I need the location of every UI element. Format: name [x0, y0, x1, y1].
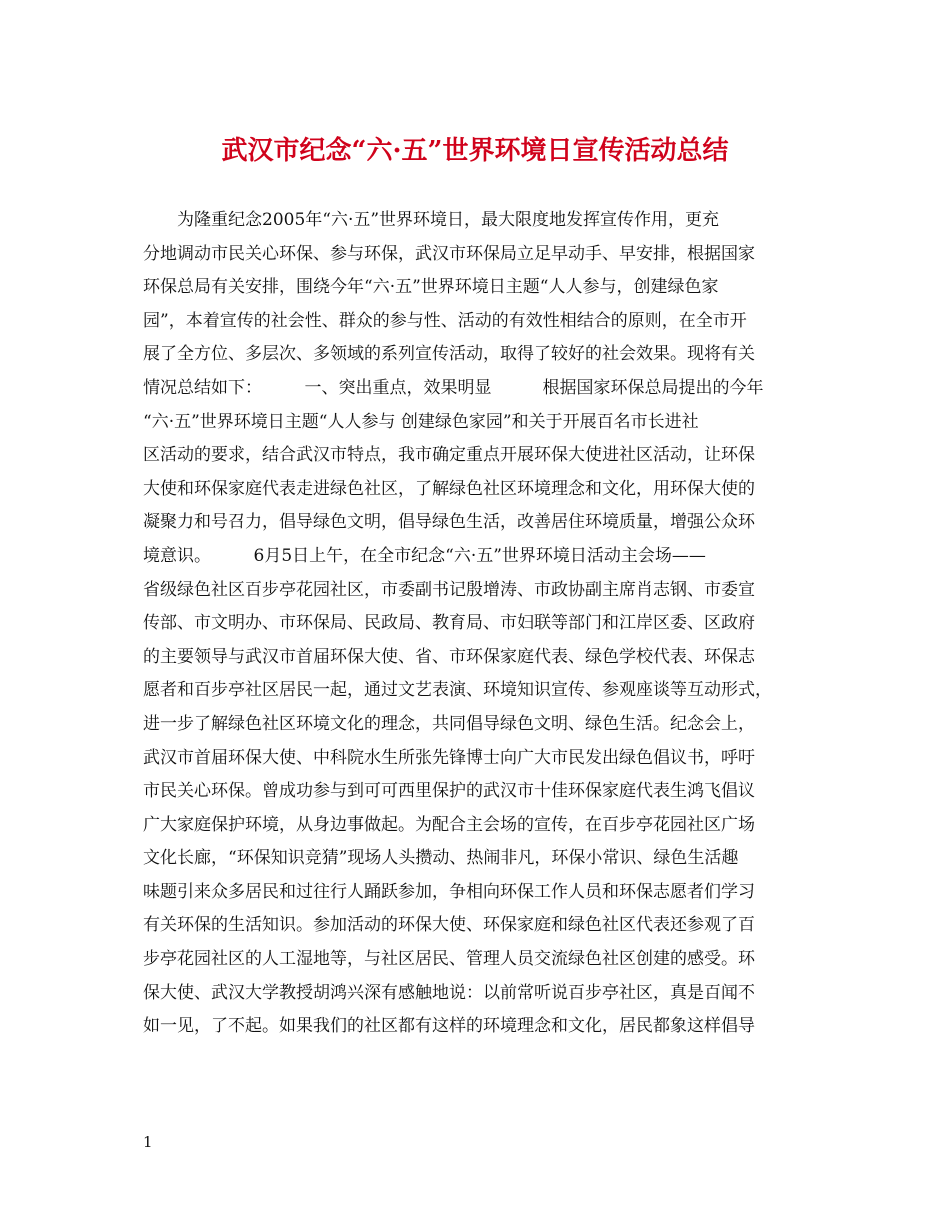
body-line: 传部、市文明办、市环保局、民政局、教育局、市妇联等部门和江岸区委、区政府: [143, 613, 755, 634]
body-line: 省级绿色社区百步亭花园社区，市委副书记殷增涛、市政协副主席肖志钢、市委宣: [143, 579, 755, 600]
body-line: 境意识。 6月5日上午，在全市纪念“六·五”世界环境日活动主会场——: [143, 545, 706, 566]
body-line: 环保总局有关安排，围绕今年“六·五”世界环境日主题“人人参与，创建绿色家: [143, 277, 719, 298]
body-line: 武汉市首届环保大使、中科院水生所张先锋博士向广大市民发出绿色倡议书，呼吁: [143, 747, 755, 768]
body-line: 愿者和百步亭社区居民一起，通过文艺表演、环境知识宣传、参观座谈等互动形式，: [143, 680, 772, 701]
document-title: 武汉市纪念“六·五”世界环境日宣传活动总结: [221, 136, 729, 166]
body-line: 步亭花园社区的人工湿地等，与社区居民、管理人员交流绿色社区创建的感受。环: [143, 949, 755, 970]
body-line: 为隆重纪念2005年“六·五”世界环境日，最大限度地发挥宣传作用，更充: [143, 210, 720, 230]
body-line: 园”，本着宣传的社会性、群众的参与性、活动的有效性相结合的原则，在全市开: [143, 310, 747, 331]
document-body: [143, 204, 833, 1044]
body-line: 大使和环保家庭代表走进绿色社区，了解绿色社区环境理念和文化，用环保大使的: [143, 478, 755, 499]
body-line: 情况总结如下： 一、突出重点，效果明显 根据国家环保总局提出的今年: [143, 377, 764, 398]
body-line: 分地调动市民关心环保、参与环保，武汉市环保局立足早动手、早安排，根据国家: [143, 243, 755, 264]
body-line: 有关环保的生活知识。参加活动的环保大使、环保家庭和绿色社区代表还参观了百: [143, 915, 755, 936]
page-number: 1: [143, 1133, 153, 1151]
body-line: 保大使、武汉大学教授胡鸿兴深有感触地说：以前常听说百步亭社区，真是百闻不: [143, 982, 755, 1003]
body-line: 进一步了解绿色社区环境文化的理念，共同倡导绿色文明、绿色生活。纪念会上，: [143, 713, 755, 734]
body-line: 广大家庭保护环境，从身边事做起。为配合主会场的宣传，在百步亭花园社区广场: [143, 814, 755, 835]
body-line: 展了全方位、多层次、多领域的系列宣传活动，取得了较好的社会效果。现将有关: [143, 344, 755, 365]
body-line: 味题引来众多居民和过往行人踊跃参加，争相向环保工作人员和环保志愿者们学习: [143, 881, 755, 902]
body-line: 的主要领导与武汉市首届环保大使、省、市环保家庭代表、绿色学校代表、环保志: [143, 646, 755, 667]
body-line: 市民关心环保。曾成功参与到可可西里保护的武汉市十佳环保家庭代表生鸿飞倡议: [143, 781, 755, 802]
body-line: 文化长廊，“环保知识竞猜”现场人头攒动、热闹非凡，环保小常识、绿色生活趣: [143, 848, 739, 869]
body-line: “六·五”世界环境日主题“人人参与 创建绿色家园”和关于开展百名市长进社: [143, 411, 699, 432]
body-line: 如一见，了不起。如果我们的社区都有这样的环境理念和文化，居民都象这样倡导: [143, 1016, 755, 1037]
body-line: 凝聚力和号召力，倡导绿色文明，倡导绿色生活，改善居住环境质量，增强公众环: [143, 512, 755, 533]
body-line: 区活动的要求，结合武汉市特点，我市确定重点开展环保大使进社区活动，让环保: [143, 445, 755, 466]
